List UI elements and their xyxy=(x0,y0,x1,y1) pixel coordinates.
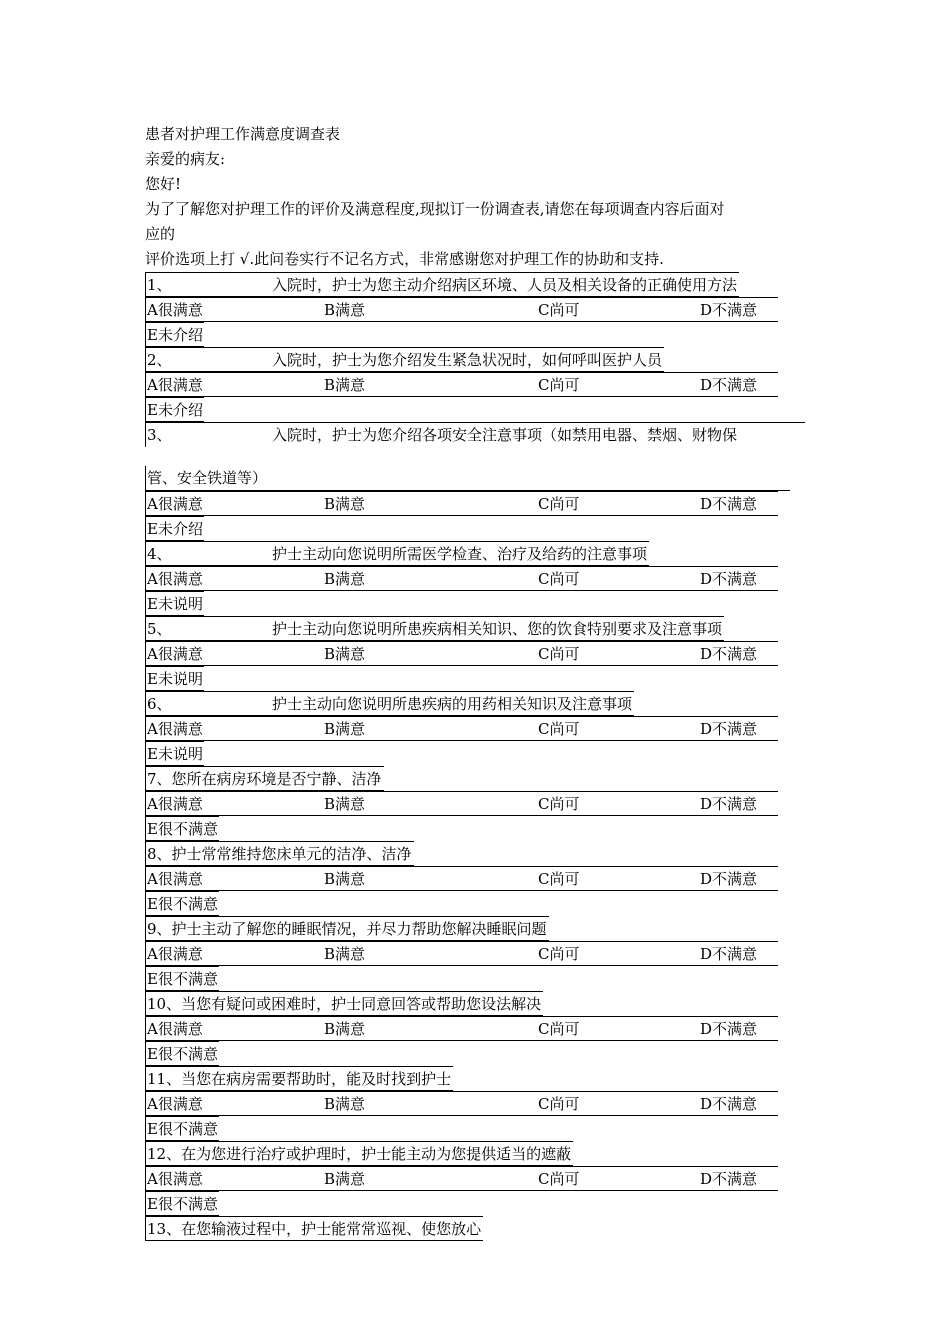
question-number: 6、 xyxy=(147,695,172,713)
option-e[interactable]: E未说明 xyxy=(145,591,204,616)
option-a[interactable]: A很满意 xyxy=(147,720,203,738)
question-number: 9、 xyxy=(147,920,172,938)
option-e[interactable]: E未介绍 xyxy=(145,516,204,541)
option-e[interactable]: E很不满意 xyxy=(145,966,219,991)
question-number: 1、 xyxy=(147,276,172,294)
question-9 xyxy=(145,916,549,941)
question-10 xyxy=(145,991,543,1016)
option-e[interactable]: E未说明 xyxy=(145,666,204,691)
option-a[interactable]: A很满意 xyxy=(147,1095,203,1113)
question-13 xyxy=(145,1216,483,1241)
option-c[interactable]: C尚可 xyxy=(538,495,580,513)
question-text: 护士主动向您说明所患疾病的用药相关知识及注意事项 xyxy=(272,695,633,713)
greeting: 亲爱的病友: xyxy=(145,150,226,168)
answer-options-6 xyxy=(145,716,778,741)
question-text: 在为您进行治疗或护理时，护士能主动为您提供适当的遮蔽 xyxy=(181,1145,572,1163)
question-1 xyxy=(145,272,739,297)
question-number: 13、 xyxy=(147,1220,182,1238)
option-b[interactable]: B满意 xyxy=(324,1095,366,1113)
option-e[interactable]: E很不满意 xyxy=(145,1041,219,1066)
option-b[interactable]: B满意 xyxy=(324,795,366,813)
question-number: 5、 xyxy=(147,620,172,638)
option-d[interactable]: D不满意 xyxy=(700,795,758,813)
answer-options-7 xyxy=(145,791,778,816)
option-c[interactable]: C尚可 xyxy=(538,720,580,738)
option-d[interactable]: D不满意 xyxy=(700,376,758,394)
question-2 xyxy=(145,347,664,372)
option-b[interactable]: B满意 xyxy=(324,376,366,394)
option-c[interactable]: C尚可 xyxy=(538,1020,580,1038)
question-number: 4、 xyxy=(147,545,172,563)
answer-options-4 xyxy=(145,566,778,591)
answer-options-12 xyxy=(145,1166,778,1191)
option-d[interactable]: D不满意 xyxy=(700,1020,758,1038)
question-number: 7、 xyxy=(147,770,172,788)
question-4 xyxy=(145,541,649,566)
answer-options-8 xyxy=(145,866,778,891)
option-d[interactable]: D不满意 xyxy=(700,645,758,663)
intro-paragraph-line-3: 评价选项上打 √.此问卷实行不记名方式，非常感谢您对护理工作的协助和支持. xyxy=(145,250,664,268)
question-number: 8、 xyxy=(147,845,172,863)
option-b[interactable]: B满意 xyxy=(324,945,366,963)
option-a[interactable]: A很满意 xyxy=(147,376,203,394)
option-c[interactable]: C尚可 xyxy=(538,1170,580,1188)
option-c[interactable]: C尚可 xyxy=(538,870,580,888)
survey-title: 患者对护理工作满意度调查表 xyxy=(145,125,341,143)
question-6 xyxy=(145,691,634,716)
option-d[interactable]: D不满意 xyxy=(700,1095,758,1113)
option-c[interactable]: C尚可 xyxy=(538,301,580,319)
option-b[interactable]: B满意 xyxy=(324,720,366,738)
question-7 xyxy=(145,766,384,791)
option-c[interactable]: C尚可 xyxy=(538,945,580,963)
question-11 xyxy=(145,1066,453,1091)
question-text: 入院时，护士为您介绍各项安全注意事项（如禁用电器、禁烟、财物保 xyxy=(272,426,738,444)
answer-options-2 xyxy=(145,372,778,397)
question-text: 当您有疑问或困难时，护士同意回答或帮助您设法解决 xyxy=(181,995,542,1013)
option-d[interactable]: D不满意 xyxy=(700,495,758,513)
option-b[interactable]: B满意 xyxy=(324,1020,366,1038)
option-b[interactable]: B满意 xyxy=(324,495,366,513)
option-e[interactable]: E未介绍 xyxy=(145,397,204,422)
option-b[interactable]: B满意 xyxy=(324,301,366,319)
option-a[interactable]: A很满意 xyxy=(147,1170,203,1188)
answer-options-1 xyxy=(145,297,778,322)
option-a[interactable]: A很满意 xyxy=(147,301,203,319)
option-a[interactable]: A很满意 xyxy=(147,495,203,513)
question-number: 3、 xyxy=(147,426,172,444)
option-c[interactable]: C尚可 xyxy=(538,795,580,813)
option-b[interactable]: B满意 xyxy=(324,645,366,663)
question-number: 11、 xyxy=(147,1070,182,1088)
option-e[interactable]: E很不满意 xyxy=(145,816,219,841)
question-5 xyxy=(145,616,724,641)
option-e[interactable]: E很不满意 xyxy=(145,1191,219,1216)
answer-options-3 xyxy=(145,491,778,516)
option-d[interactable]: D不满意 xyxy=(700,870,758,888)
question-text: 护士主动向您说明所患疾病相关知识、您的饮食特别要求及注意事项 xyxy=(272,620,723,638)
question-3-continued: 管、安全铁道等） xyxy=(145,466,790,491)
option-e[interactable]: E未介绍 xyxy=(145,322,204,347)
question-3 xyxy=(145,422,805,447)
option-c[interactable]: C尚可 xyxy=(538,1095,580,1113)
answer-options-5 xyxy=(145,641,778,666)
option-c[interactable]: C尚可 xyxy=(538,645,580,663)
option-b[interactable]: B满意 xyxy=(324,870,366,888)
question-12 xyxy=(145,1141,573,1166)
question-number: 12、 xyxy=(147,1145,182,1163)
question-text: 入院时，护士为您主动介绍病区环境、人员及相关设备的正确使用方法 xyxy=(272,276,738,294)
option-d[interactable]: D不满意 xyxy=(700,301,758,319)
intro-paragraph-line-1: 为了了解您对护理工作的评价及满意程度,现拟订一份调查表,请您在每项调查内容后面对 xyxy=(145,200,725,218)
option-a[interactable]: A很满意 xyxy=(147,570,203,588)
option-a[interactable]: A很满意 xyxy=(147,1020,203,1038)
question-text: 护士主动向您说明所需医学检查、治疗及给药的注意事项 xyxy=(272,545,648,563)
option-d[interactable]: D不满意 xyxy=(700,570,758,588)
option-d[interactable]: D不满意 xyxy=(700,1170,758,1188)
question-number: 2、 xyxy=(147,351,172,369)
hello-text: 您好! xyxy=(145,175,182,193)
question-list xyxy=(145,272,805,1241)
answer-options-10 xyxy=(145,1016,778,1041)
question-text: 在您输液过程中，护士能常常巡视、使您放心 xyxy=(181,1220,482,1238)
question-8 xyxy=(145,841,414,866)
option-e[interactable]: E很不满意 xyxy=(145,891,219,916)
option-a[interactable]: A很满意 xyxy=(147,645,203,663)
question-text: 入院时，护士为您介绍发生紧急状况时，如何呼叫医护人员 xyxy=(272,351,663,369)
option-a[interactable]: A很满意 xyxy=(147,870,203,888)
option-b[interactable]: B满意 xyxy=(324,570,366,588)
option-c[interactable]: C尚可 xyxy=(538,570,580,588)
question-text: 护士常常维持您床单元的洁净、洁净 xyxy=(171,845,412,863)
option-c[interactable]: C尚可 xyxy=(538,376,580,394)
question-number: 10、 xyxy=(147,995,182,1013)
survey-document xyxy=(145,122,805,1241)
question-text: 您所在病房环境是否宁静、洁净 xyxy=(171,770,382,788)
option-e[interactable]: E很不满意 xyxy=(145,1116,219,1141)
question-text: 护士主动了解您的睡眠情况，并尽力帮助您解决睡眠问题 xyxy=(171,920,547,938)
question-text: 当您在病房需要帮助时，能及时找到护士 xyxy=(181,1070,452,1088)
answer-options-9 xyxy=(145,941,778,966)
answer-options-11 xyxy=(145,1091,778,1116)
option-e[interactable]: E未说明 xyxy=(145,741,204,766)
option-a[interactable]: A很满意 xyxy=(147,945,203,963)
intro-paragraph-line-2: 应的 xyxy=(145,225,176,243)
option-d[interactable]: D不满意 xyxy=(700,720,758,738)
option-a[interactable]: A很满意 xyxy=(147,795,203,813)
option-d[interactable]: D不满意 xyxy=(700,945,758,963)
option-b[interactable]: B满意 xyxy=(324,1170,366,1188)
